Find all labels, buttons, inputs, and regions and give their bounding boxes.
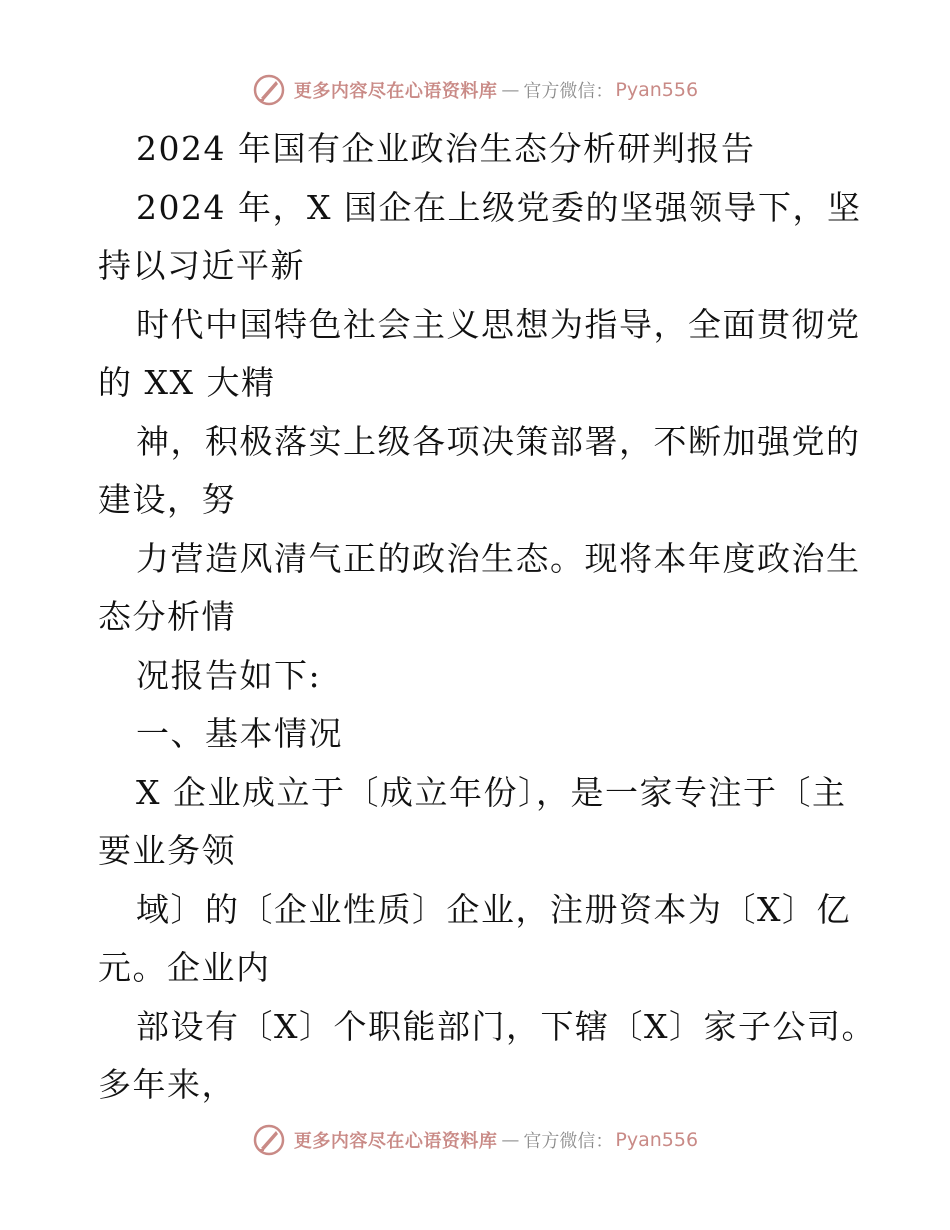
banner-wechat-label: 官方微信： [523, 1131, 614, 1152]
text-line: 力营造风清气正的政治生态。现将本年度政治生 [136, 538, 861, 578]
banner-wechat-id: Pyan556 [615, 79, 699, 101]
banner-wechat-id: Pyan556 [615, 1129, 699, 1151]
banner-separator: — [501, 1129, 520, 1151]
banner-main-text: 更多内容尽在心语资料库 [293, 1131, 498, 1152]
text-line: 元。企业内 [98, 948, 271, 987]
text-line: 域〕的〔企业性质〕企业，注册资本为〔X〕亿 [136, 889, 851, 929]
text-line: 多年来， [98, 1065, 236, 1104]
text-line: 时代中国特色社会主义思想为指导，全面贯彻党 [136, 304, 861, 344]
banner-main-text: 更多内容尽在心语资料库 [293, 81, 498, 102]
text-line: 要业务领 [98, 831, 236, 870]
text-line: 况报告如下: [136, 655, 322, 695]
quill-logo-icon [252, 73, 286, 107]
text-line: 建设，努 [98, 480, 236, 519]
text-line: 部设有〔X〕个职能部门，下辖〔X〕家子公司。 [136, 1006, 876, 1046]
section-heading: 一、基本情况 [136, 714, 343, 753]
document-title: 2024 年国有企业政治生态分析研判报告 [136, 129, 756, 168]
text-line: X 企业成立于〔成立年份〕，是一家专注于〔主 [136, 772, 847, 812]
banner-separator: — [501, 79, 520, 101]
footer-watermark-banner [0, 1120, 950, 1160]
text-line: 态分析情 [98, 597, 236, 636]
document-body [98, 120, 876, 1115]
header-watermark-banner [0, 70, 950, 110]
text-line: 持以习近平新 [98, 246, 305, 285]
banner-wechat-label: 官方微信： [523, 81, 614, 102]
text-line: 2024 年，X 国企在上级党委的坚强领导下，坚 [136, 187, 862, 227]
text-line: 的 XX 大精 [98, 363, 276, 402]
text-line: 神，积极落实上级各项决策部署，不断加强党的 [136, 421, 861, 461]
quill-logo-icon [252, 1123, 286, 1157]
